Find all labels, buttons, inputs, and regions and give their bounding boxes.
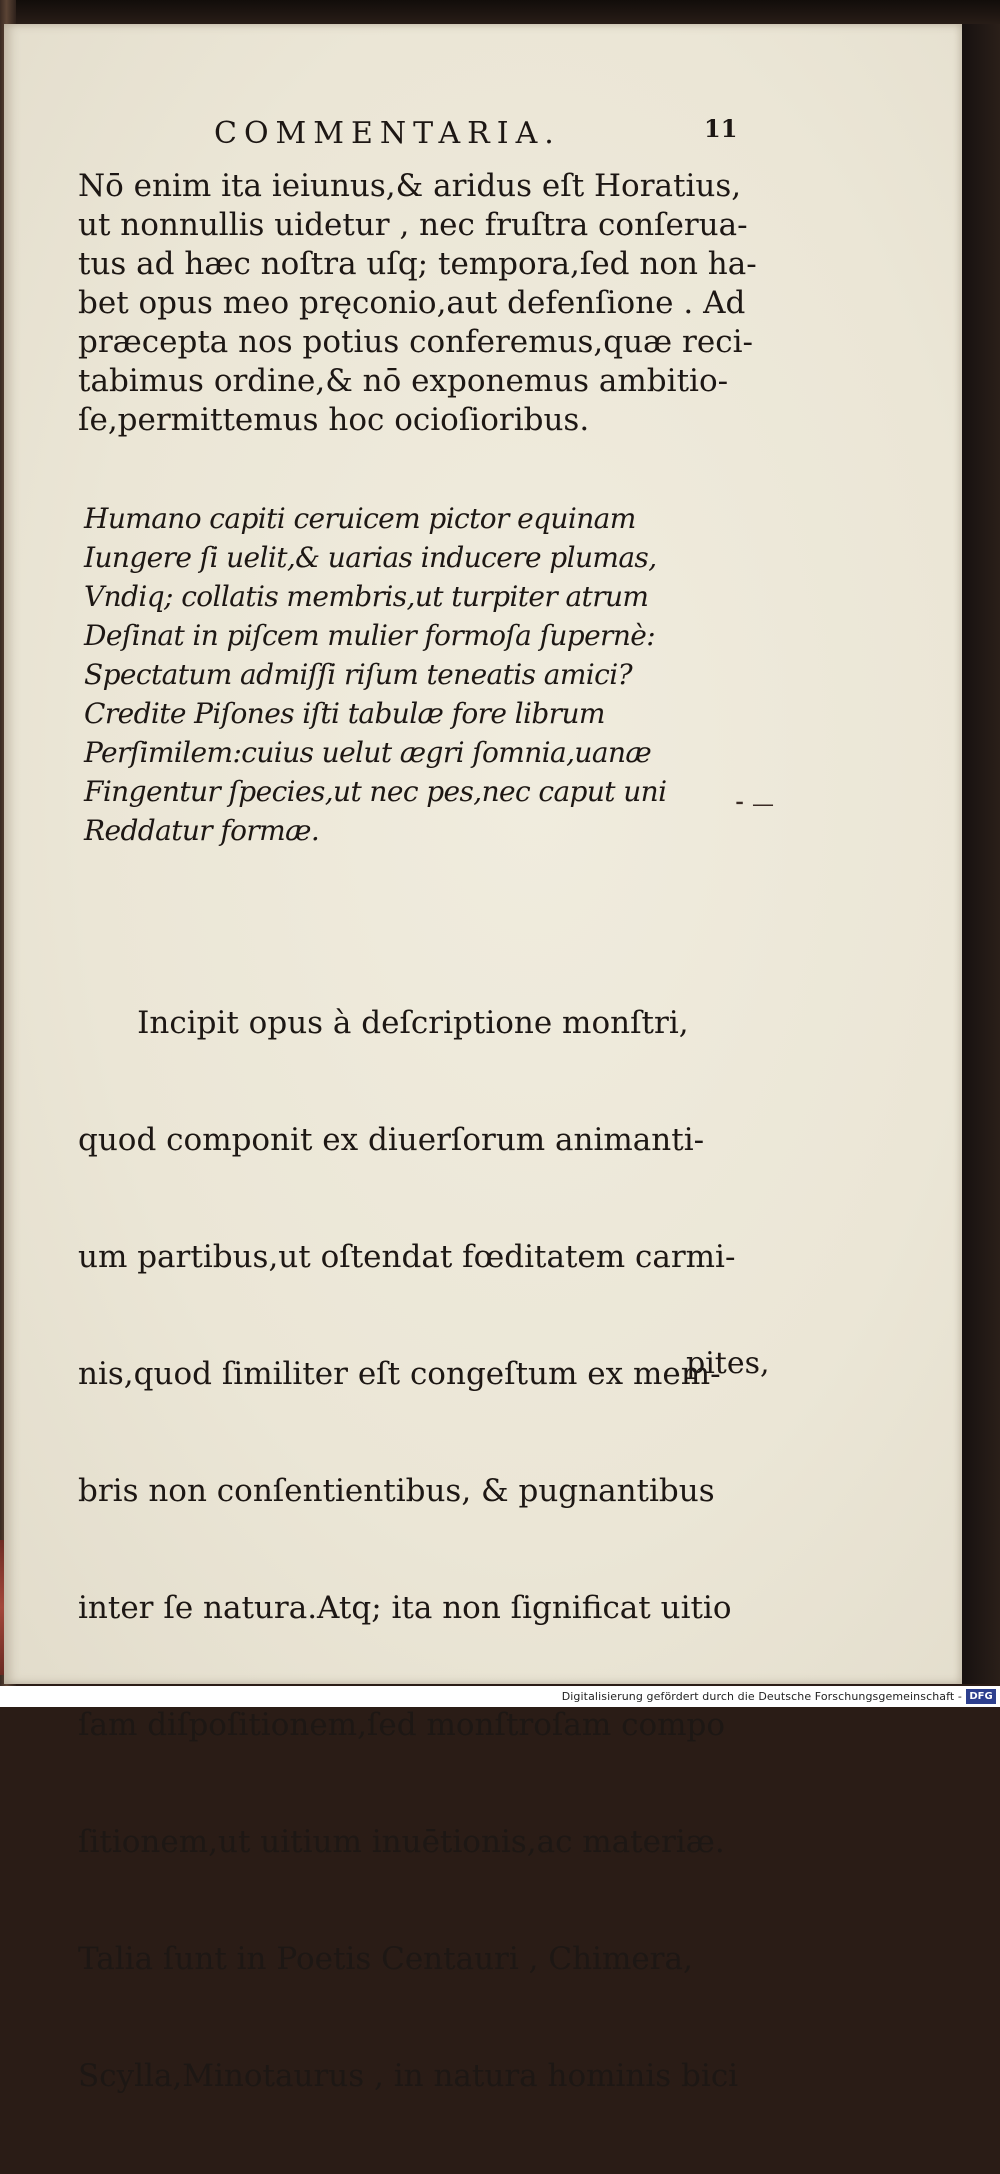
verse-line: Perſimilem:cuius uelut ægri ſomnia,uanæ [84, 736, 652, 769]
text-line: Incipit opus à deſcriptione monſtri, [78, 1005, 689, 1041]
running-header: COMMENTARIA. [214, 116, 561, 151]
text-line: nis,quod ſimiliter eſt congeſtum ex mem- [78, 1356, 721, 1392]
verse-line: Deſinat in piſcem mulier formoſa ſupernè: [84, 619, 656, 652]
page-right-shadow [962, 24, 1000, 1684]
text-line: tus ad hæc noſtra uſq; tempora,ſed non ha- [78, 246, 757, 282]
text-line: ſitionem,ut uitium inuētionis,ac materiæ. [78, 1824, 725, 1860]
text-line: bet opus meo pręconio,aut defenſione . Ad [78, 285, 746, 321]
verse-line: Spectatum admiſſi riſum teneatis amici? [84, 658, 632, 691]
funding-credit: Digitalisierung gefördert durch die Deutsche Forschungsgemeinschaft - [561, 1690, 962, 1703]
marginal-mark: ⁃ — [734, 792, 774, 817]
text-line: præcepta nos potius conferemus,quæ reci- [78, 324, 753, 360]
dfg-logo: DFG [966, 1689, 996, 1704]
verse-line: Iungere ſi uelit,& uarias inducere plumas, [84, 541, 657, 574]
page-number: 11 [704, 114, 738, 143]
commentary-paragraph-2 [78, 926, 768, 2174]
horace-verse-quotation [84, 499, 666, 850]
text-line: um partibus,ut oſtendat fœditatem carmi- [78, 1239, 736, 1275]
verse-line: Credite Piſones iſti tabulæ fore librum [84, 697, 605, 730]
verse-line: Humano capiti ceruicem pictor equinam [84, 502, 636, 535]
commentary-paragraph-1 [78, 167, 768, 440]
verse-line: Reddatur formæ. [84, 814, 320, 847]
verse-line: Vndiq; collatis membris,ut turpiter atrum [84, 580, 649, 613]
text-line: tabimus ordine,& nō exponemus ambitio- [78, 363, 729, 399]
catchword: pites, [686, 1346, 770, 1381]
text-line: ut nonnullis uidetur , nec fruſtra conſerua- [78, 207, 748, 243]
text-line: Talia ſunt in Poetis Centauri , Chimera, [78, 1941, 693, 1977]
text-line: inter ſe natura.Atq; ita non ſignificat uitio [78, 1590, 732, 1626]
verse-line: Fingentur ſpecies,ut nec pes,nec caput uni [84, 775, 667, 808]
text-line: bris non conſentientibus, & pugnantibus [78, 1473, 715, 1509]
text-line: ſe,permittemus hoc ocioſioribus. [78, 402, 590, 438]
text-line: ſam diſpoſitionem,ſed monſtroſam compo [78, 1707, 726, 1743]
text-line: Scylla,Minotaurus , in natura hominis bici [78, 2058, 739, 2094]
text-line: quod componit ex diuerſorum animanti- [78, 1122, 705, 1158]
text-line: Nō enim ita ieiunus,& aridus eſt Horatius, [78, 168, 742, 204]
